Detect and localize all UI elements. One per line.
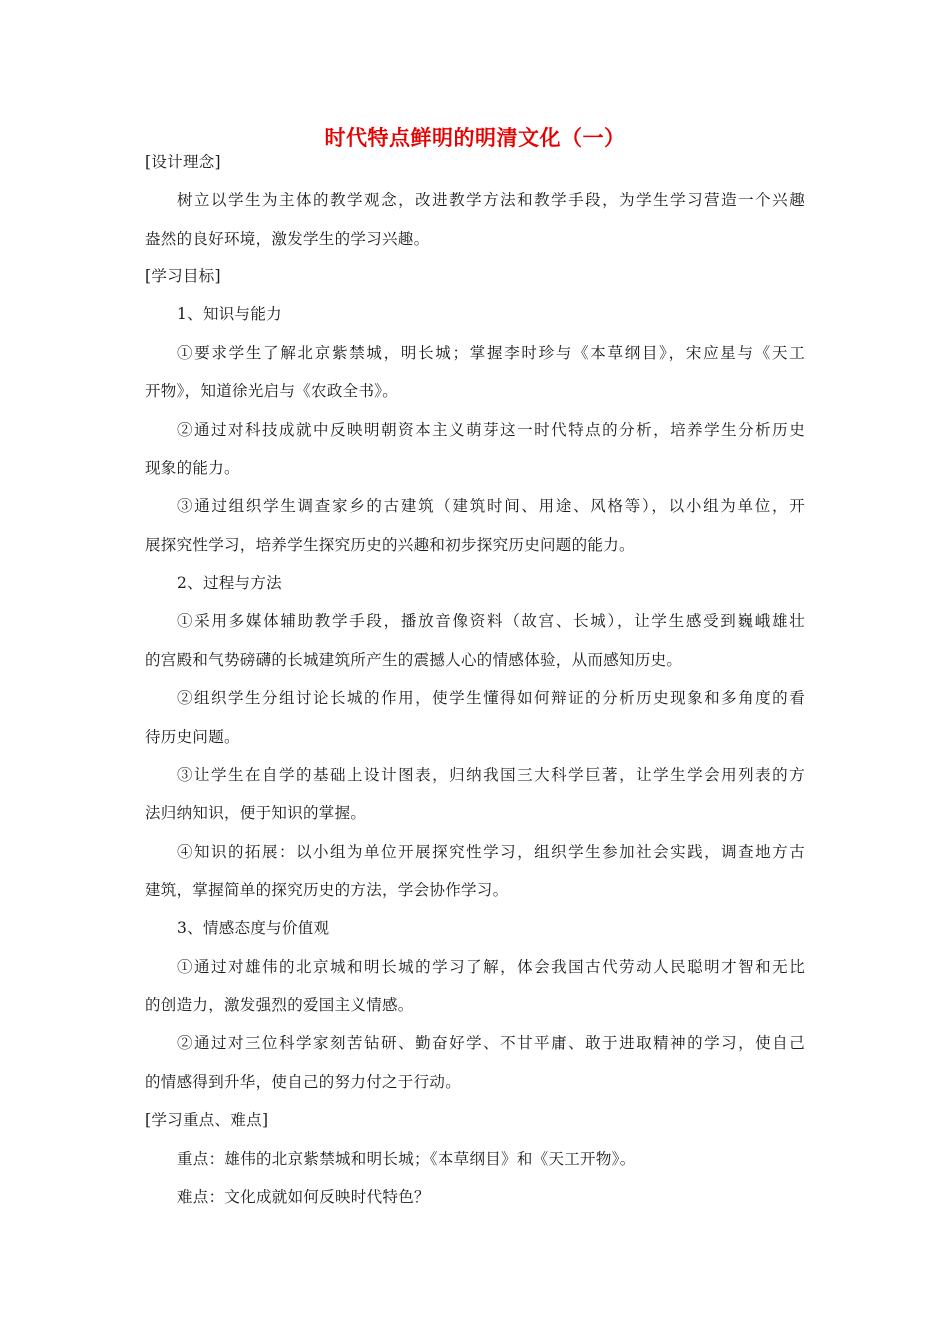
text-line: 3、情感态度与价值观 — [177, 919, 330, 937]
text-line: ②通过对科技成就中反映明朝资本主义萌芽这一时代特点的分析，培养学生分析历史 — [177, 421, 805, 439]
text-line: ④知识的拓展：以小组为单位开展探究性学习，组织学生参加社会实践，调查地方古 — [177, 843, 805, 861]
text-line: 2、过程与方法 — [177, 574, 282, 592]
text-line: 难点：文化成就如何反映时代特色？ — [177, 1188, 430, 1206]
text-line: 展探究性学习，培养学生探究历史的兴趣和初步探究历史问题的能力。 — [145, 536, 635, 554]
text-line: 的宫殿和气势磅礴的长城建筑所产生的震撼人心的情感体验，从而感知历史。 — [145, 651, 683, 669]
text-line: ②组织学生分组讨论长城的作用，使学生懂得如何辩证的分析历史现象和多角度的看 — [177, 689, 805, 707]
text-line: ③通过组织学生调查家乡的古建筑（建筑时间、用途、风格等），以小组为单位，开 — [177, 497, 805, 515]
text-line: ①采用多媒体辅助教学手段，播放音像资料（故宫、长城），让学生感受到巍峨雄壮 — [177, 612, 805, 630]
text-line: 的创造力，激发强烈的爱国主义情感。 — [145, 996, 414, 1014]
text-line: ①通过对雄伟的北京城和明长城的学习了解，体会我国古代劳动人民聪明才智和无比 — [177, 958, 805, 976]
text-line: ①要求学生了解北京紫禁城，明长城；掌握李时珍与《本草纲目》，宋应星与《天工 — [177, 344, 805, 362]
text-line: [学习目标] — [145, 267, 221, 285]
text-line: 重点：雄伟的北京紫禁城和明长城；《本草纲目》和《天工开物》。 — [177, 1150, 636, 1168]
text-line: 1、知识与能力 — [177, 305, 282, 323]
text-line: 的情感得到升华，使自己的努力付之于行动。 — [145, 1073, 462, 1091]
text-line: 待历史问题。 — [145, 728, 240, 746]
text-line: [设计理念] — [145, 153, 221, 171]
text-line: ②通过对三位科学家刻苦钻研、勤奋好学、不甘平庸、敢于进取精神的学习，使自己 — [177, 1034, 805, 1052]
text-line: 法归纳知识，便于知识的掌握。 — [145, 804, 367, 822]
text-line: [学习重点、难点] — [145, 1111, 269, 1129]
text-line: 现象的能力。 — [145, 459, 240, 477]
text-line: 树立以学生为主体的教学观念，改进教学方法和教学手段，为学生学习营造一个兴趣 — [177, 191, 805, 209]
text-line: 开物》，知道徐光启与《农政全书》。 — [145, 382, 399, 400]
text-line: ③让学生在自学的基础上设计图表，归纳我国三大科学巨著，让学生学会用列表的方 — [177, 766, 805, 784]
document-title: 时代特点鲜明的明清文化（一） — [324, 126, 626, 150]
text-line: 盎然的良好环境，激发学生的学习兴趣。 — [145, 230, 430, 248]
text-line: 建筑，掌握简单的探究历史的方法，学会协作学习。 — [145, 881, 509, 899]
